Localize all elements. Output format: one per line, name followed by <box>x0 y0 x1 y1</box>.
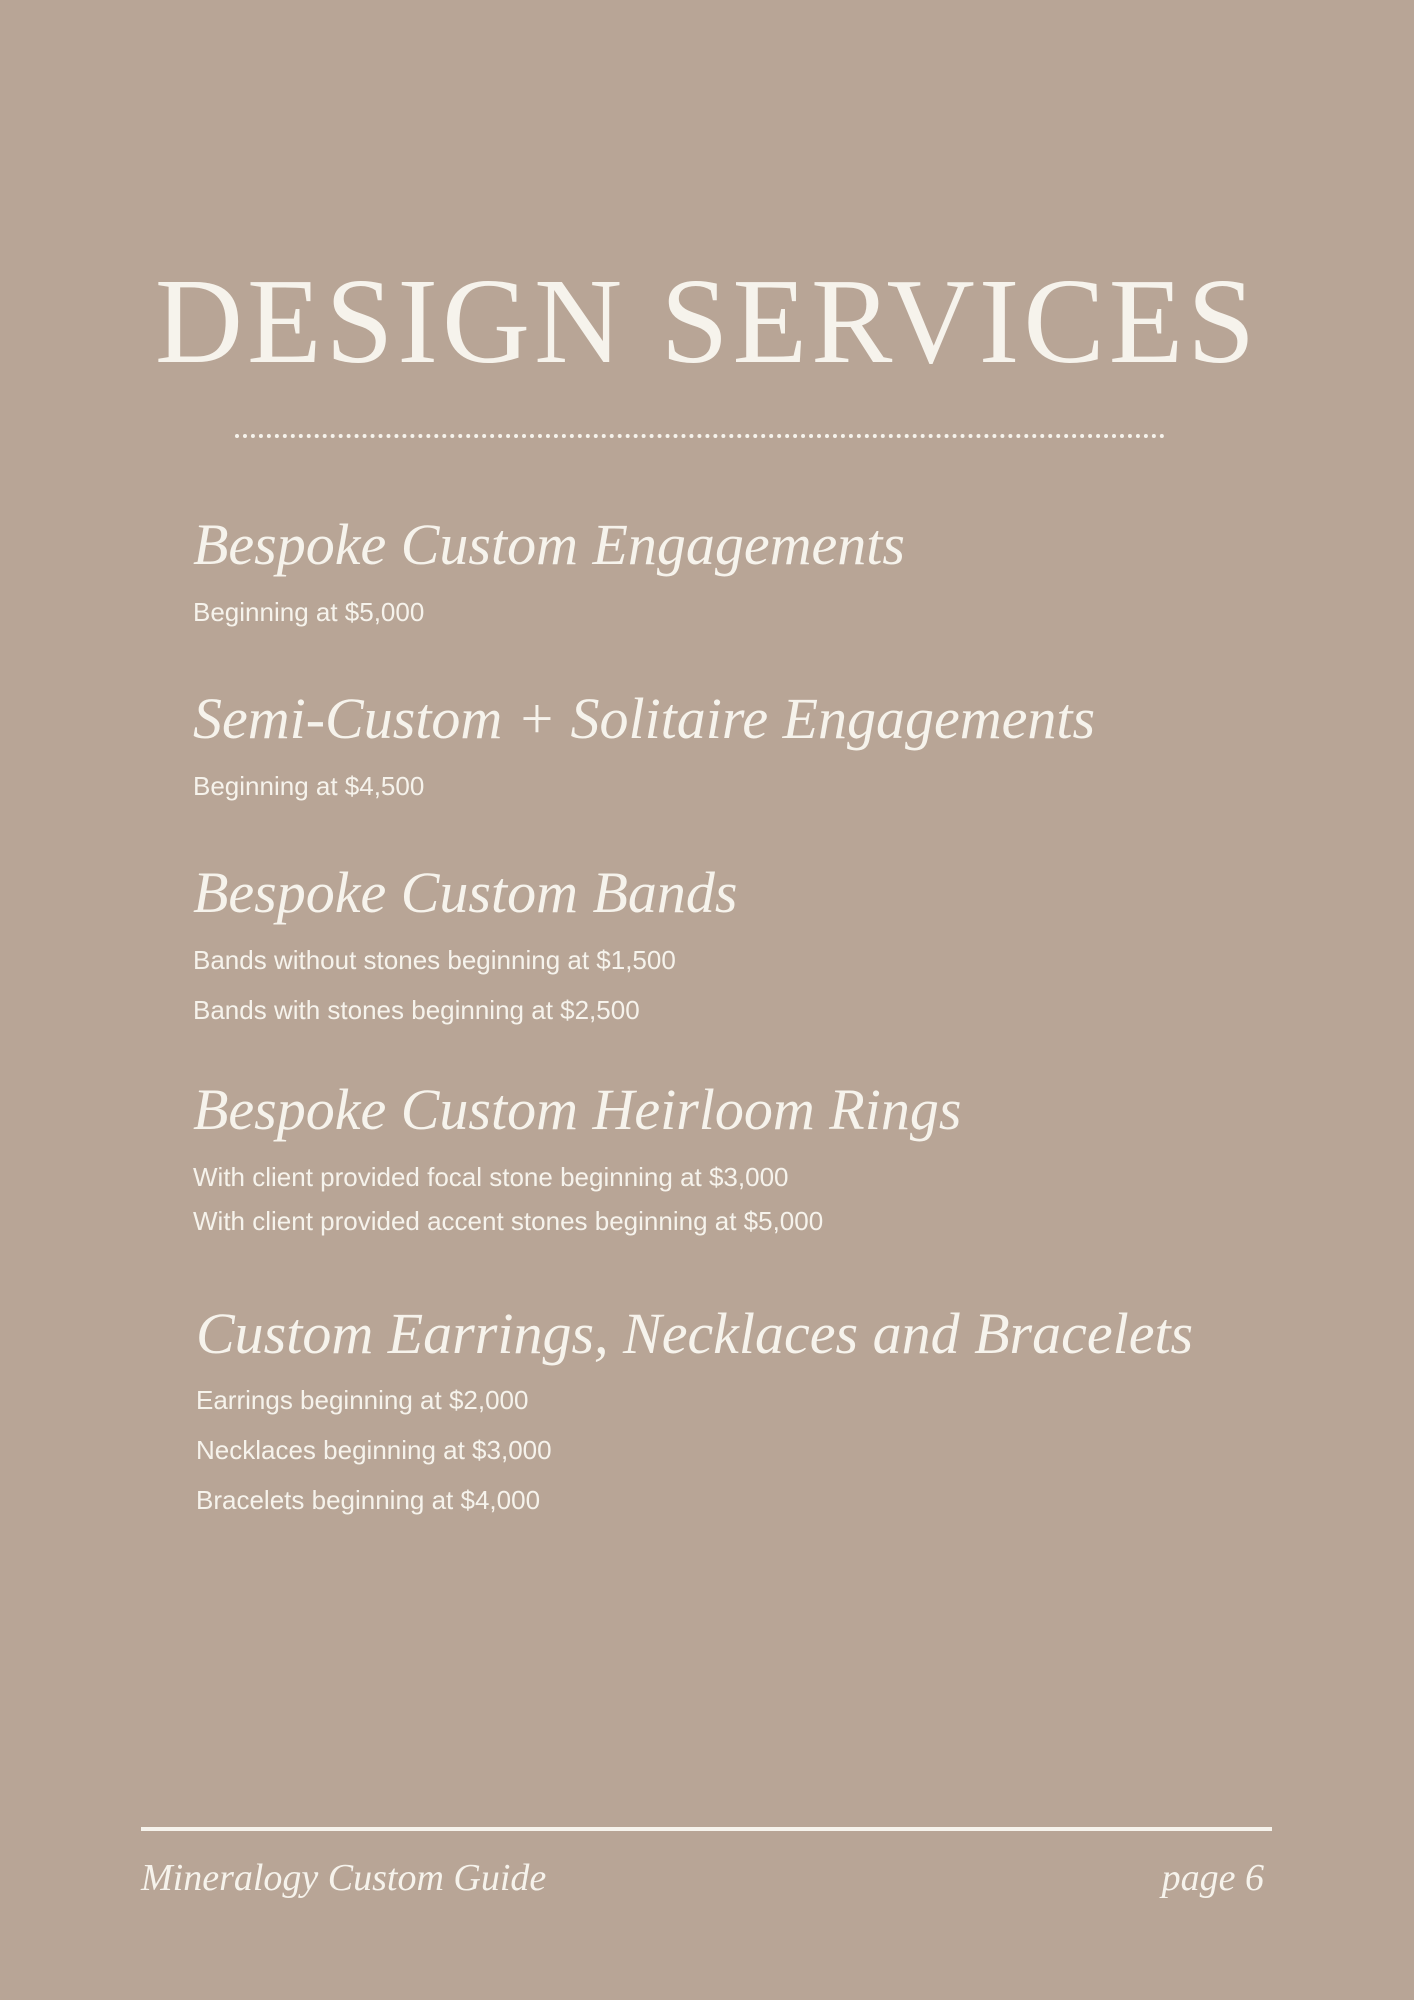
page-title: DESIGN SERVICES <box>154 254 1260 389</box>
price-line: Bands without stones beginning at $1,500 <box>193 945 676 975</box>
section-heading-earrings-necklaces-bracelets: Custom Earrings, Necklaces and Bracelets <box>196 1301 1194 1366</box>
section-heading-semi-custom-engagements: Semi-Custom + Solitaire Engagements <box>193 686 1096 751</box>
price-line: With client provided accent stones beginning at $5,000 <box>193 1206 824 1236</box>
price-line: Bands with stones beginning at $2,500 <box>193 995 640 1025</box>
footer-guide-name: Mineralogy Custom Guide <box>141 1857 547 1899</box>
footer-rule <box>141 1827 1272 1831</box>
footer-page-number: page 6 <box>1161 1857 1264 1899</box>
price-line: Earrings beginning at $2,000 <box>196 1385 529 1415</box>
price-line: Necklaces beginning at $3,000 <box>196 1435 552 1465</box>
section-heading-bespoke-bands: Bespoke Custom Bands <box>193 860 738 925</box>
price-line: Beginning at $4,500 <box>193 771 425 801</box>
section-heading-bespoke-engagements: Bespoke Custom Engagements <box>193 512 905 577</box>
price-line: Bracelets beginning at $4,000 <box>196 1485 541 1515</box>
dotted-divider <box>235 434 1165 438</box>
price-line: Beginning at $5,000 <box>193 597 425 627</box>
section-heading-heirloom-rings: Bespoke Custom Heirloom Rings <box>193 1077 962 1142</box>
price-line: With client provided focal stone beginning at $3,000 <box>193 1162 789 1192</box>
